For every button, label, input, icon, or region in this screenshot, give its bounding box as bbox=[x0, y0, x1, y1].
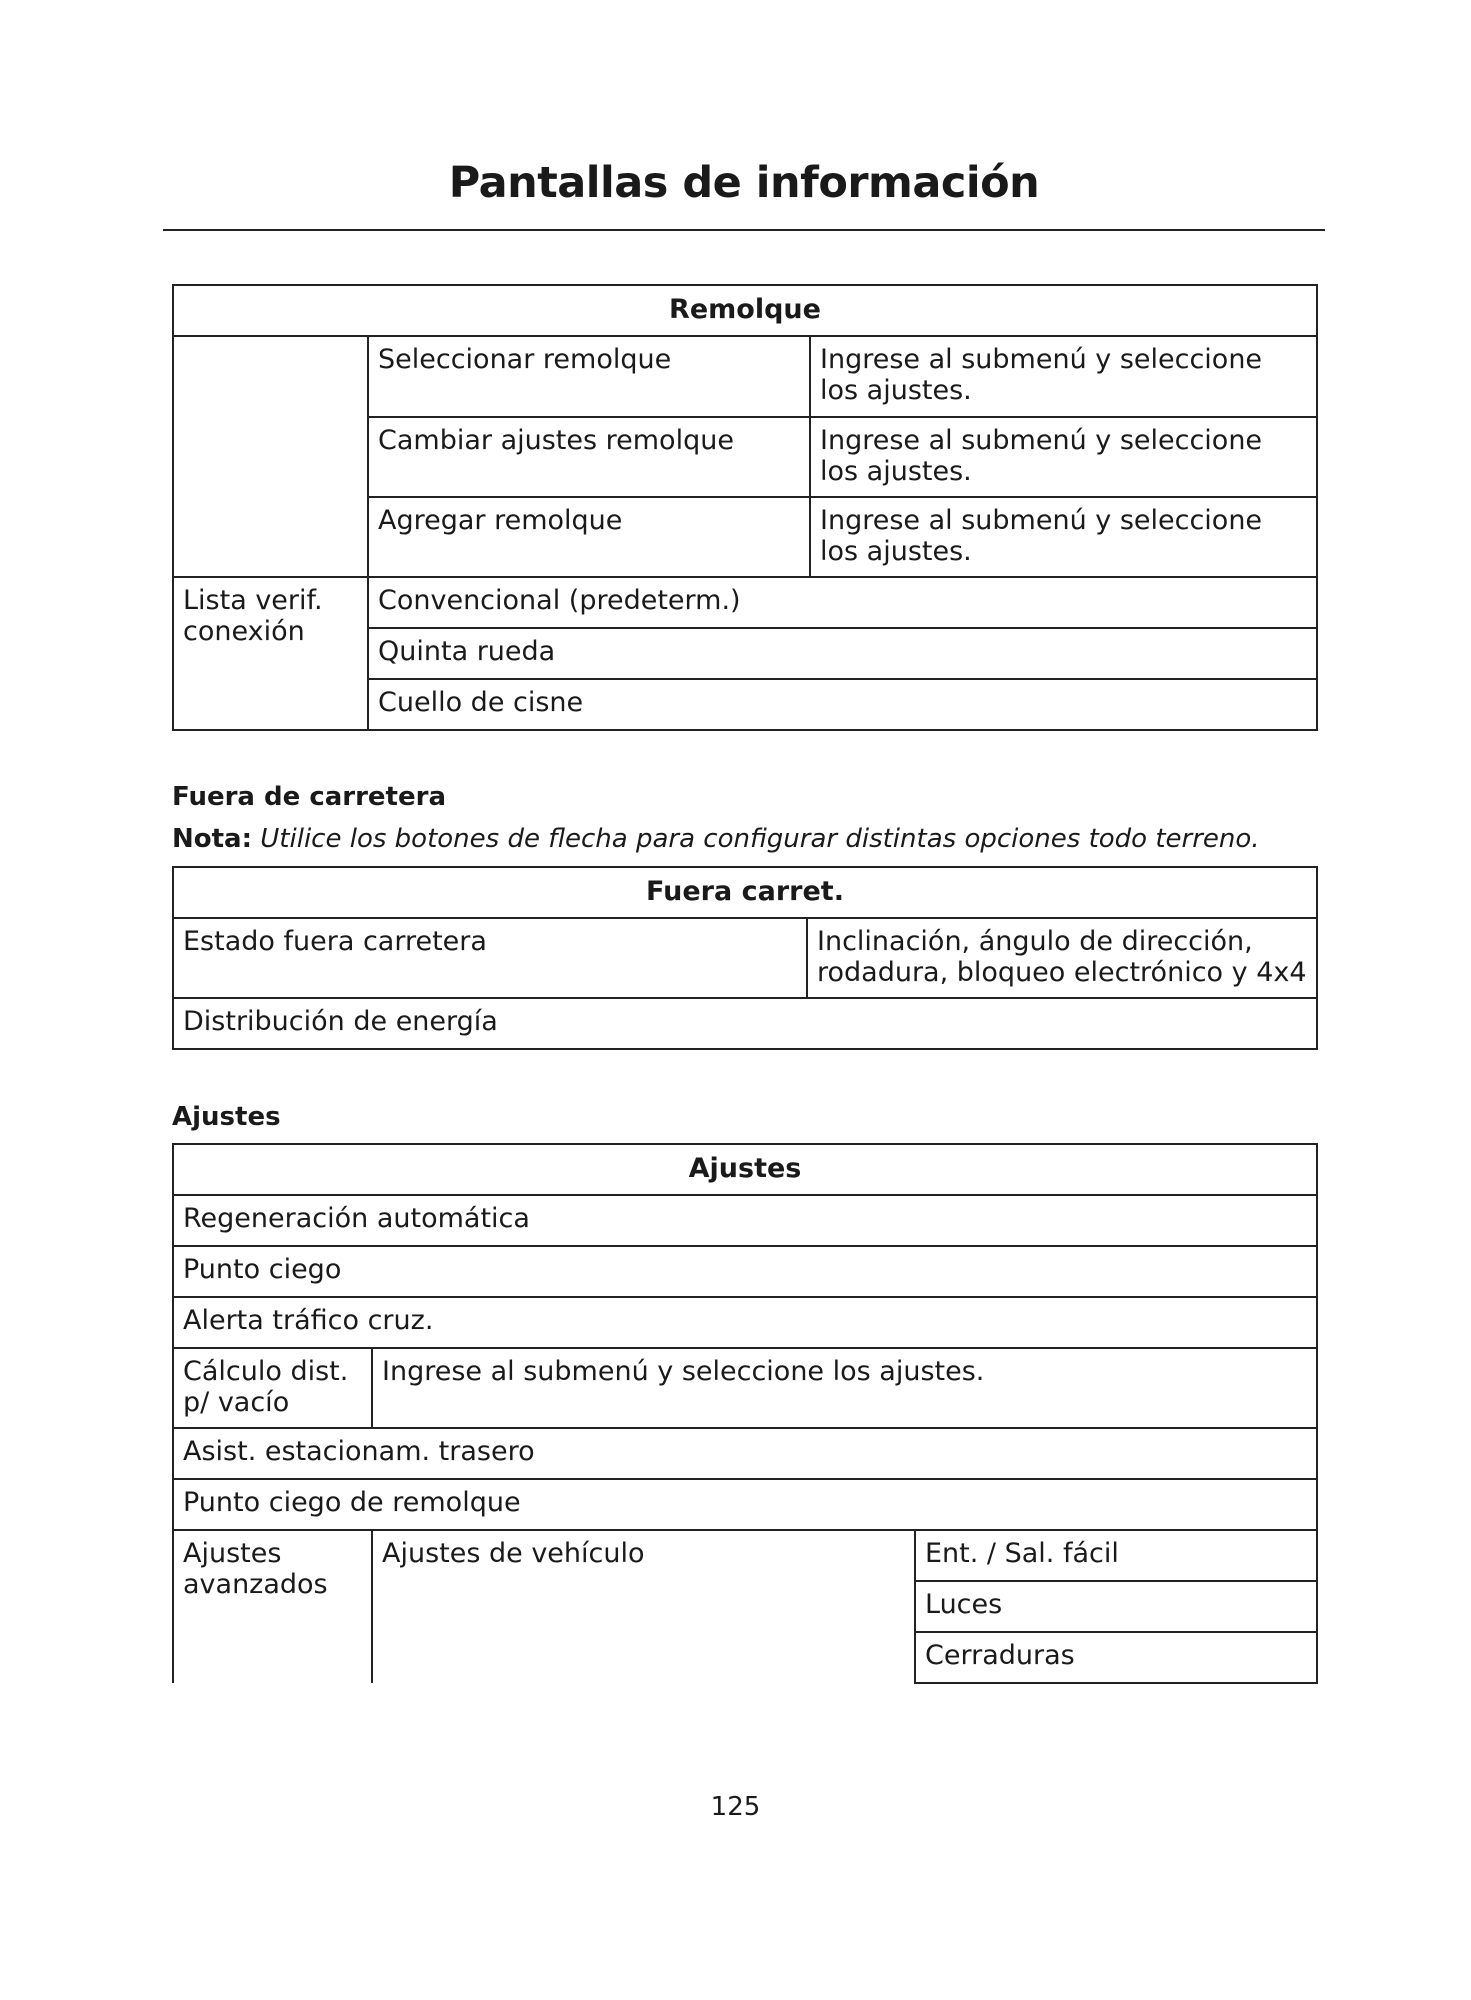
table-cell: Punto ciego bbox=[173, 1246, 1317, 1297]
settings-table-title: Ajustes bbox=[173, 1144, 1317, 1195]
table-cell: Ingrese al submenú y seleccione los ajustes. bbox=[810, 336, 1317, 417]
table-cell: Cambiar ajustes remolque bbox=[368, 417, 810, 497]
table-cell: Inclinación, ángulo de dirección, rodadura, bloqueo electrónico y 4x4 bbox=[807, 918, 1317, 998]
table-cell: Quinta rueda bbox=[368, 628, 1317, 679]
page-title: Pantallas de información bbox=[448, 158, 1040, 208]
table-cell: Ingrese al submenú y seleccione los ajustes. bbox=[372, 1348, 1317, 1428]
settings-table bbox=[172, 1143, 1318, 1684]
table-cell: Alerta tráfico cruz. bbox=[173, 1297, 1317, 1348]
table-cell: Estado fuera carretera bbox=[173, 918, 807, 998]
table-cell: Cálculo dist. p/ vacío bbox=[173, 1348, 372, 1428]
empty-cell bbox=[173, 336, 368, 577]
checklist-label: Lista verif. conexión bbox=[173, 577, 368, 730]
remolque-table-title: Remolque bbox=[173, 285, 1317, 336]
table-cell: Distribución de energía bbox=[173, 998, 1317, 1049]
table-cell: Ingrese al submenú y seleccione los ajustes. bbox=[810, 497, 1317, 577]
table-cell: Luces bbox=[915, 1581, 1317, 1632]
note-label: Nota: bbox=[172, 824, 252, 854]
table-cell: Cerraduras bbox=[915, 1632, 1317, 1683]
table-cell: Ingrese al submenú y seleccione los ajustes. bbox=[810, 417, 1317, 497]
advanced-settings-label: Ajustes avanzados bbox=[173, 1530, 372, 1683]
vehicle-settings-label: Ajustes de vehículo bbox=[372, 1530, 915, 1683]
offroad-table-block bbox=[172, 866, 1316, 1050]
note-text: Utilice los botones de flecha para configurar distintas opciones todo terreno. bbox=[260, 824, 1260, 854]
offroad-table-title: Fuera carret. bbox=[173, 867, 1317, 918]
table-cell: Cuello de cisne bbox=[368, 679, 1317, 730]
remolque-table bbox=[172, 284, 1318, 731]
table-cell: Seleccionar remolque bbox=[368, 336, 810, 417]
settings-table-block bbox=[172, 1143, 1316, 1684]
table-cell: Convencional (predeterm.) bbox=[368, 577, 1317, 628]
table-cell: Asist. estacionam. trasero bbox=[173, 1428, 1317, 1479]
note bbox=[172, 824, 1316, 854]
remolque-table-block bbox=[172, 284, 1316, 731]
section-heading: Ajustes bbox=[172, 1102, 281, 1132]
table-cell: Ent. / Sal. fácil bbox=[915, 1530, 1317, 1581]
offroad-table bbox=[172, 866, 1318, 1050]
table-cell: Regeneración automática bbox=[173, 1195, 1317, 1246]
table-cell: Agregar remolque bbox=[368, 497, 810, 577]
table-cell: Punto ciego de remolque bbox=[173, 1479, 1317, 1530]
page-number: 125 bbox=[710, 1792, 761, 1822]
offroad-section bbox=[172, 782, 1316, 854]
settings-section bbox=[172, 1102, 1316, 1132]
section-heading: Fuera de carretera bbox=[172, 782, 446, 812]
title-divider bbox=[163, 229, 1325, 231]
